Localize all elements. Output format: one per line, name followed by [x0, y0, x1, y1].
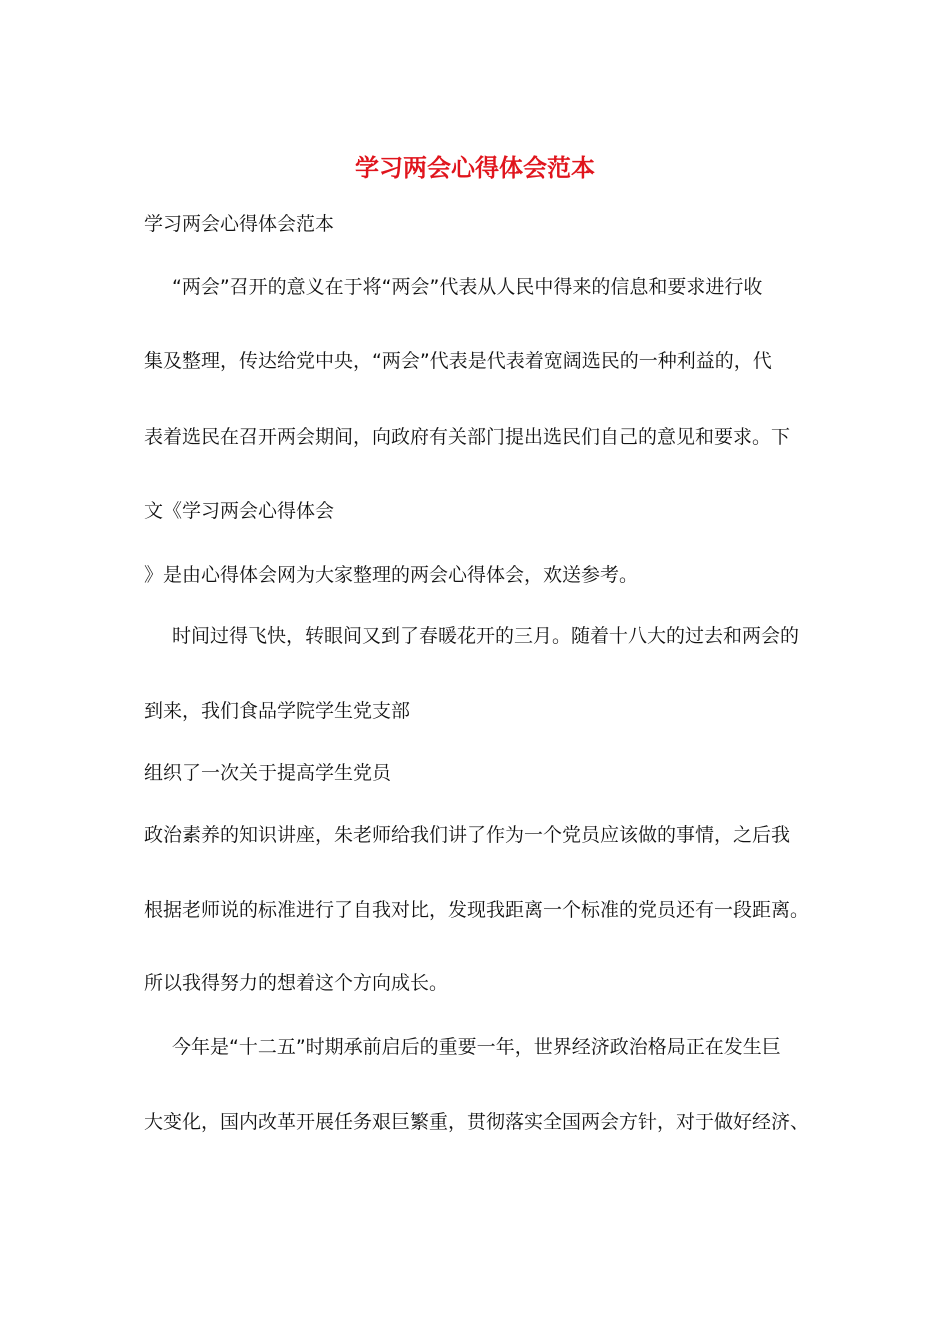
- paragraph-line: 文《学习两会心得体会: [144, 500, 335, 522]
- paragraph-line: 集及整理，传达给党中央，“两会”代表是代表着宽阔选民的一种利益的，代: [144, 350, 772, 372]
- paragraph-line: “两会”召开的意义在于将“两会”代表从人民中得来的信息和要求进行收: [172, 276, 763, 298]
- paragraph-line: 》是由心得体会网为大家整理的两会心得体会，欢送参考。: [144, 564, 639, 586]
- paragraph-line: 时间过得飞快，转眼间又到了春暖花开的三月。随着十八大的过去和两会的: [172, 625, 800, 647]
- paragraph-line: 表着选民在召开两会期间，向政府有关部门提出选民们自己的意见和要求。下: [144, 426, 791, 448]
- subtitle-line: 学习两会心得体会范本: [144, 213, 335, 235]
- document-title: 学习两会心得体会范本: [355, 153, 595, 182]
- paragraph-line: 组织了一次关于提高学生党员: [144, 762, 392, 784]
- paragraph-line: 根据老师说的标准进行了自我对比，发现我距离一个标准的党员还有一段距离。: [144, 899, 810, 921]
- paragraph-line: 到来，我们食品学院学生党支部: [144, 700, 411, 722]
- paragraph-line: 所以我得努力的想着这个方向成长。: [144, 972, 449, 994]
- paragraph-line: 大变化，国内改革开展任务艰巨繁重，贯彻落实全国两会方针，对于做好经济、: [144, 1111, 810, 1133]
- paragraph-line: 今年是“十二五”时期承前启后的重要一年，世界经济政治格局正在发生巨: [172, 1036, 781, 1058]
- paragraph-line: 政治素养的知识讲座，朱老师给我们讲了作为一个党员应该做的事情，之后我: [144, 824, 791, 846]
